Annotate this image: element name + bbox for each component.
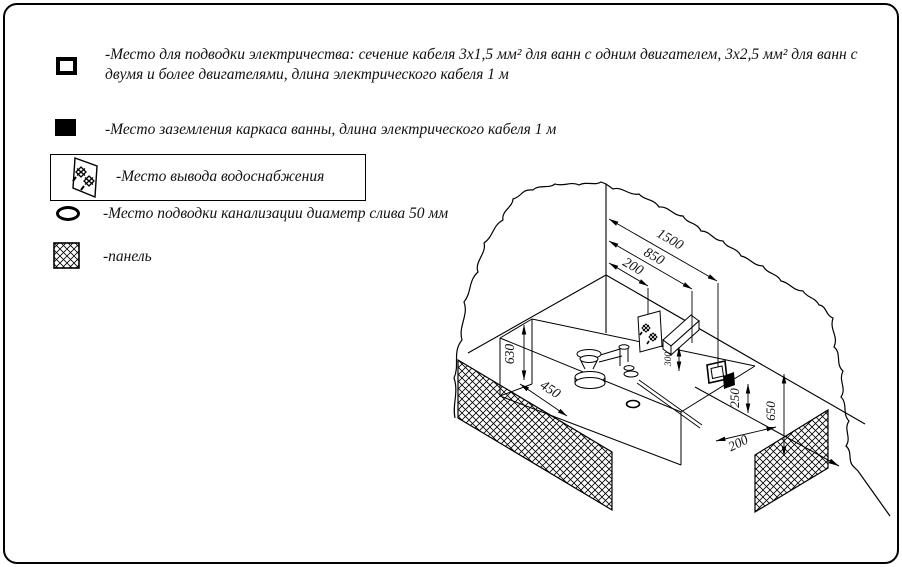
side-panel-right <box>755 410 828 512</box>
dimension-label-300: 300 <box>664 351 674 367</box>
dimension-label-1500: 1500 <box>653 226 686 254</box>
dimension-label-450: 450 <box>537 378 563 403</box>
dimension-label-630: 630 <box>502 343 517 365</box>
legend-item-panel: -панель <box>103 248 152 265</box>
dimension-label-200-wall: 200 <box>619 255 646 279</box>
dimension-label-250: 250 <box>727 388 742 408</box>
dimension-label-850: 850 <box>640 245 667 269</box>
legend-item-grounding: -Место заземления каркаса ванны, длина электрического кабеля 1 м <box>105 121 557 138</box>
sewage-point-symbol <box>627 401 640 408</box>
legend-item-sewage: -Место подводки канализации диаметр слива 50 мм <box>103 205 449 222</box>
dimension-label-650: 650 <box>763 401 778 421</box>
legend-item-electricity: -Место для подводки электричества: сечение кабеля 3х1,5 мм² для ванн с одним двигателем, 3х2,5 мм² для ванн с двумя и более двигателями, длина электрического кабеля 1 м <box>105 46 858 83</box>
legend-item-water-supply: -Место вывода водоснабжения <box>116 168 325 185</box>
dimension-label-200-side: 200 <box>725 431 751 455</box>
spout <box>663 315 699 355</box>
water-supply-outlet <box>638 311 662 352</box>
wall-edges <box>468 184 865 424</box>
drain-hose <box>637 380 702 428</box>
